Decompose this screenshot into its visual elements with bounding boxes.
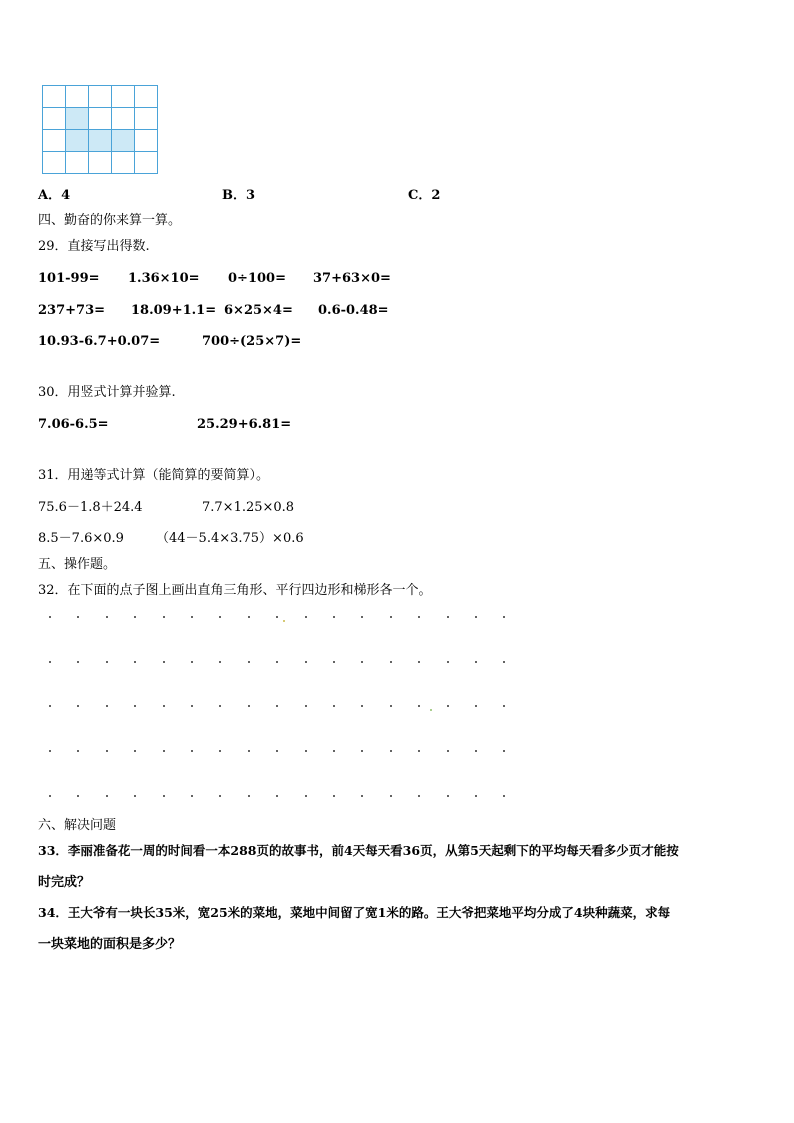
grid-dot [219, 750, 221, 752]
q33-line2: 时完成？ [38, 875, 91, 890]
grid-dot [219, 795, 221, 797]
q30-title: 30．用竖式计算并验算. [38, 385, 176, 400]
grid-dot [390, 795, 392, 797]
grid-dot [475, 661, 477, 663]
grid-dot [106, 661, 108, 663]
grid-cell [66, 108, 89, 130]
stray-mark [283, 620, 285, 622]
grid-dot [163, 705, 165, 707]
grid-dot [248, 661, 250, 663]
q29-item: 10.93-6.7+0.07= [38, 334, 161, 349]
grid-dot [49, 616, 51, 618]
grid-dot [361, 750, 363, 752]
grid-dot [333, 705, 335, 707]
section5-heading: 五、操作题。 [38, 557, 117, 572]
grid-dot [191, 705, 193, 707]
grid-dot [219, 661, 221, 663]
grid-dot [361, 661, 363, 663]
grid-dot [475, 616, 477, 618]
q29-item: 37+63×0= [313, 271, 391, 286]
grid-dot [503, 705, 505, 707]
grid-dot [248, 705, 250, 707]
grid-dot [49, 750, 51, 752]
grid-dot [475, 750, 477, 752]
grid-dot [418, 661, 420, 663]
grid-cell [135, 130, 158, 152]
q29-item: 6×25×4= [224, 303, 293, 318]
q31-item: （44－5.4×3.75）×0.6 [156, 531, 304, 546]
grid-dot [163, 750, 165, 752]
grid-dot [447, 795, 449, 797]
q29-item: 0.6-0.48= [318, 303, 389, 318]
grid-cell [112, 86, 135, 108]
grid-dot [447, 705, 449, 707]
grid-dot [418, 750, 420, 752]
section6-heading: 六、解决问题 [38, 818, 117, 833]
stray-mark [430, 709, 432, 711]
grid-dot [191, 616, 193, 618]
grid-cell [135, 86, 158, 108]
grid-dot [333, 616, 335, 618]
grid-dot [49, 795, 51, 797]
option-c: C．2 [408, 188, 441, 203]
grid-dot [361, 616, 363, 618]
grid-dot [248, 616, 250, 618]
grid-dot [333, 795, 335, 797]
grid-cell [43, 130, 66, 152]
grid-cell [66, 152, 89, 174]
q31-item: 7.7×1.25×0.8 [202, 500, 295, 515]
grid-cell [66, 86, 89, 108]
section4-heading: 四、勤奋的你来算一算。 [38, 213, 182, 228]
grid-dot [276, 661, 278, 663]
grid-dot [503, 750, 505, 752]
grid-cell [112, 152, 135, 174]
grid-dot [503, 795, 505, 797]
grid-dot [305, 795, 307, 797]
grid-dot [134, 795, 136, 797]
grid-dot [191, 750, 193, 752]
q29-item: 101-99= [38, 271, 100, 286]
grid-cell [89, 152, 112, 174]
grid-dot [106, 795, 108, 797]
grid-dot [276, 705, 278, 707]
grid-dot [163, 795, 165, 797]
grid-figure [42, 85, 158, 177]
grid-dot [191, 795, 193, 797]
grid-dot [191, 661, 193, 663]
grid-cell [89, 86, 112, 108]
grid-dot [134, 705, 136, 707]
grid-dot [361, 705, 363, 707]
q29-item: 0÷100= [228, 271, 286, 286]
option-b: B．3 [222, 188, 256, 203]
grid-dot [163, 616, 165, 618]
grid-dot [333, 661, 335, 663]
grid-cell [135, 152, 158, 174]
q34-line2: 一块菜地的面积是多少？ [38, 937, 182, 952]
grid-dot [77, 705, 79, 707]
grid-dot [447, 661, 449, 663]
grid-dot [305, 616, 307, 618]
grid-dot [134, 616, 136, 618]
q29-item: 18.09+1.1= [131, 303, 217, 318]
grid-dot [305, 705, 307, 707]
q30-item: 25.29+6.81= [197, 417, 292, 432]
grid-cell [43, 108, 66, 130]
grid-dot [390, 750, 392, 752]
grid-dot [333, 750, 335, 752]
grid-cell [135, 108, 158, 130]
grid-dot [106, 616, 108, 618]
grid-dot [390, 661, 392, 663]
grid-dot [219, 705, 221, 707]
grid-dot [418, 705, 420, 707]
q32-title: 32．在下面的点子图上画出直角三角形、平行四边形和梯形各一个。 [38, 583, 432, 598]
grid-cell [43, 86, 66, 108]
grid-cell [89, 108, 112, 130]
grid-dot [248, 750, 250, 752]
grid-dot [248, 795, 250, 797]
grid-dot [276, 616, 278, 618]
grid-dot [447, 750, 449, 752]
q29-item: 1.36×10= [128, 271, 200, 286]
q29-item: 237+73= [38, 303, 106, 318]
grid-table [42, 85, 158, 174]
q30-item: 7.06-6.5= [38, 417, 109, 432]
grid-dot [77, 661, 79, 663]
grid-dot [77, 750, 79, 752]
grid-dot [134, 661, 136, 663]
grid-dot [163, 661, 165, 663]
grid-cell [89, 130, 112, 152]
grid-cell [66, 130, 89, 152]
grid-dot [276, 750, 278, 752]
grid-dot [106, 750, 108, 752]
q29-item: 700÷(25×7)= [202, 334, 302, 349]
grid-dot [77, 616, 79, 618]
grid-dot [418, 795, 420, 797]
grid-dot [49, 661, 51, 663]
grid-dot [77, 795, 79, 797]
grid-dot [503, 616, 505, 618]
grid-dot [475, 705, 477, 707]
grid-dot [390, 705, 392, 707]
grid-dot [305, 750, 307, 752]
grid-dot [361, 795, 363, 797]
grid-cell [112, 130, 135, 152]
q34-line1: 34．王大爷有一块长35米，宽25米的菜地，菜地中间留了宽1米的路。王大爷把菜地平均分成了4块种蔬菜，求每 [38, 905, 671, 920]
grid-cell [112, 108, 135, 130]
grid-dot [390, 616, 392, 618]
grid-dot [106, 705, 108, 707]
grid-cell [43, 152, 66, 174]
grid-dot [219, 616, 221, 618]
q31-item: 8.5－7.6×0.9 [38, 531, 124, 546]
grid-dot [475, 795, 477, 797]
q29-title: 29．直接写出得数. [38, 239, 150, 254]
option-a: A．4 [38, 188, 71, 203]
grid-dot [305, 661, 307, 663]
grid-dot [49, 705, 51, 707]
grid-dot [503, 661, 505, 663]
q31-title: 31．用递等式计算（能简算的要简算）。 [38, 468, 270, 483]
q31-item: 75.6－1.8＋24.4 [38, 500, 143, 515]
grid-dot [134, 750, 136, 752]
grid-dot [447, 616, 449, 618]
grid-dot [418, 616, 420, 618]
q33-line1: 33．李丽准备花一周的时间看一本288页的故事书，前4天每天看36页，从第5天起剩下的平均每天看多少页才能按 [38, 843, 679, 858]
grid-dot [276, 795, 278, 797]
